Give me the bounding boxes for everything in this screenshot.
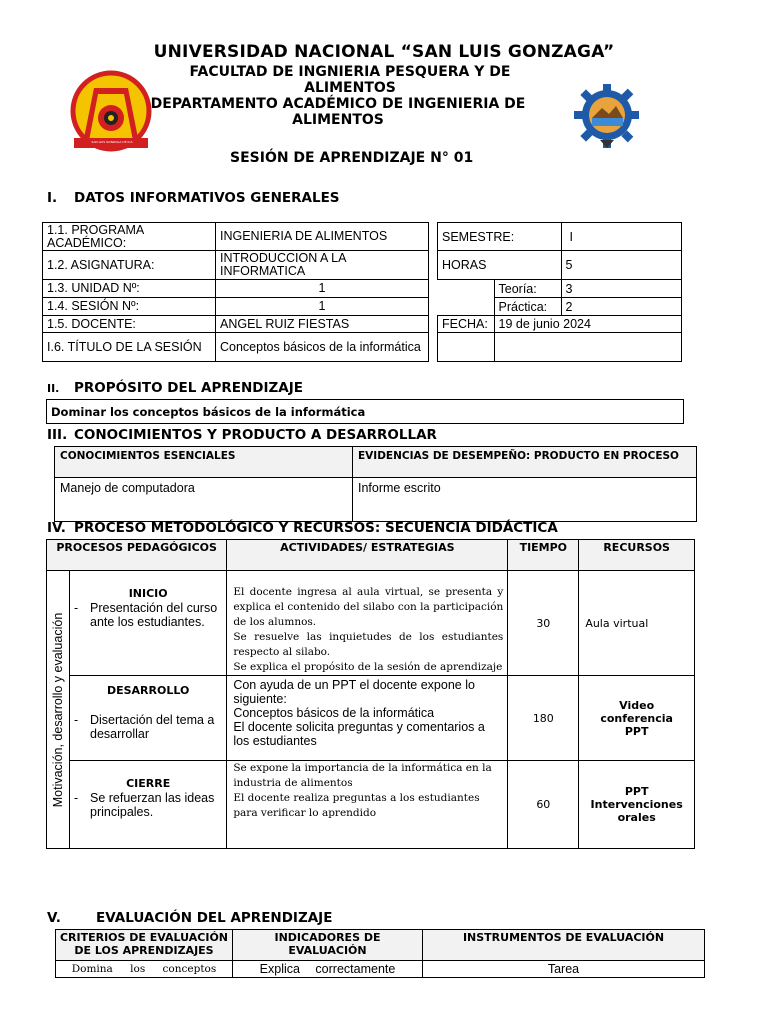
phase-cierre-item: Se refuerzan las ideas principales. [90,791,215,819]
left-logo-banner-text: SAN LUIS GONZAGA DE ICA [91,140,133,144]
section-4-heading [47,520,558,536]
value-sesion: 1 [216,298,429,316]
section-3-title: CONOCIMIENTOS Y PRODUCTO A DESARROLLAR [74,427,437,443]
phase-inicio-item: Presentación del curso ante los estudiantes. [90,601,218,629]
value-titulo: Conceptos básicos de la informática [216,333,429,362]
col-indicadores: INDICADORES DE EVALUACIÓN [233,930,423,961]
time-inicio: 30 [508,571,579,676]
activity-inicio-3: Se explica el propósito de la sesión de aprendizaje [233,661,503,673]
value-unidad: 1 [216,280,429,298]
section-1-heading [47,190,340,206]
resources-desarrollo [579,676,695,761]
bullet-dash: - [74,713,79,727]
label-unidad: 1.3. UNIDAD Nº: [43,280,216,298]
section-3-num: III. [47,427,68,443]
phase-inicio-title: INICIO [128,587,168,600]
value-asignatura: INTRODUCCION A LA INFORMATICA [216,251,429,280]
faculty-name: FACULTAD DE INGNIERIA PESQUERA Y DE ALIMENTOS [189,64,511,96]
section-1-title: DATOS INFORMATIVOS GENERALES [74,190,340,206]
phase-inicio-cell [70,571,227,676]
section-5-heading [47,910,332,926]
activity-cierre-2: El docente realiza preguntas a los estudiantes para verificar lo aprendido [233,792,480,819]
blank-cell-2 [438,333,495,362]
resource-intervenciones: Intervenciones orales [590,798,683,824]
activity-desarrollo-3: El docente solicita preguntas y comentarios a los estudiantes [233,720,485,748]
label-horas: HORAS [438,251,562,280]
value-teoria: 3 [561,280,682,298]
resource-ppt: PPT [624,724,649,738]
label-programa: 1.1. PROGRAMA ACADÉMICO: [43,223,216,251]
bullet-dash: - [74,791,79,805]
section-5-num: V. [47,910,61,926]
activity-inicio-1: El docente ingresa al aula virtual, se presenta y explica el contenido del silabo con la participación de los alumnos. [233,586,504,628]
value-programa: INGENIERIA DE ALIMENTOS [216,223,429,251]
value-evidencias: Informe escrito [353,478,697,522]
value-criterio: Domina los conceptos [56,961,233,978]
activities-inicio [227,571,508,676]
value-indicador: Explica correctamente [233,961,423,978]
label-fecha: FECHA: [438,316,495,333]
col-criterios: CRITERIOS DE EVALUACIÓN DE LOS APRENDIZAJES [56,930,233,961]
time-cierre: 60 [508,761,579,849]
section-2-heading [47,380,303,396]
resources-inicio: Aula virtual [579,571,695,676]
phase-cierre-title: CIERRE [126,777,171,790]
methodology-table [46,539,695,849]
label-titulo: I.6. TÍTULO DE LA SESIÓN [43,333,216,362]
general-data-table [42,222,429,362]
section-1-num: I. [47,190,58,206]
session-title: SESIÓN DE APRENDIZAJE N° 01 [230,150,474,166]
value-practica: 2 [561,298,682,316]
phase-desarrollo-cell [70,676,227,761]
col-evidencias: EVIDENCIAS DE DESEMPEÑO: PRODUCTO EN PROCESO [353,447,697,478]
purpose-box: Dominar los conceptos básicos de la informática [46,399,684,424]
blank-cell [438,280,495,316]
side-label: Motivación, desarrollo y evaluación [51,612,65,807]
resource-video: Video conferencia [600,698,673,725]
university-name: UNIVERSIDAD NACIONAL “SAN LUIS GONZAGA” [153,42,615,62]
activities-desarrollo [227,676,508,761]
section-4-num: IV. [47,520,66,536]
label-asignatura: 1.2. ASIGNATURA: [43,251,216,280]
label-teoria: Teoría: [494,280,561,298]
activity-cierre-1: Se expone la importancia de la informática en la industria de alimentos [233,762,492,789]
label-practica: Práctica: [494,298,561,316]
col-instrumentos: INSTRUMENTOS DE EVALUACIÓN [423,930,705,961]
section-2-num: II. [47,382,60,395]
section-5-title: EVALUACIÓN DEL APRENDIZAJE [96,910,333,926]
col-actividades: ACTIVIDADES/ ESTRATEGIAS [227,540,508,571]
label-docente: 1.5. DOCENTE: [43,316,216,333]
blank-cell-3 [494,333,682,362]
section-2-title: PROPÓSITO DEL APRENDIZAJE [74,380,303,396]
activities-cierre [227,761,508,849]
value-semestre-cell: I [561,223,682,251]
department-name: DEPARTAMENTO ACADÉMICO DE INGENIERIA DE ALIMENTOS [150,96,526,128]
activity-inicio-2: Se resuelve las inquietudes de los estudiantes respecto al silabo. [233,631,504,658]
label-sesion: 1.4. SESIÓN Nº: [43,298,216,316]
right-logo [574,84,640,150]
label-semestre-cell: SEMESTRE: [438,223,562,251]
col-conocimientos: CONOCIMIENTOS ESENCIALES [55,447,353,478]
phase-desarrollo-item: Disertación del tema a desarrollar [90,713,215,741]
value-instrumento: Tarea [423,961,705,978]
phase-desarrollo-title: DESARROLLO [106,684,190,697]
value-fecha: 19 de junio 2024 [494,316,682,333]
resource-ppt-2: PPT [624,785,649,798]
time-desarrollo: 180 [508,676,579,761]
knowledge-table [54,446,697,522]
bullet-dash: - [74,601,79,615]
side-label-cell [47,571,70,849]
value-docente: ANGEL RUIZ FIESTAS [216,316,429,333]
col-recursos: RECURSOS [579,540,695,571]
section-3-heading [47,427,437,443]
resources-cierre [579,761,695,849]
col-procesos: PROCESOS PEDAGÓGICOS [47,540,227,571]
section-4-title: PROCESO METODOLÓGICO Y RECURSOS: SECUENCIA DIDÁCTICA [74,520,558,536]
value-horas: 5 [561,251,682,280]
evaluation-table [55,929,705,978]
activity-desarrollo-1: Con ayuda de un PPT el docente expone lo siguiente: [233,678,475,706]
value-conocimientos: Manejo de computadora [55,478,353,522]
phase-cierre-cell [70,761,227,849]
schedule-table-main [437,222,682,362]
col-tiempo: TIEMPO [508,540,579,571]
activity-desarrollo-2: Conceptos básicos de la informática [233,706,435,720]
